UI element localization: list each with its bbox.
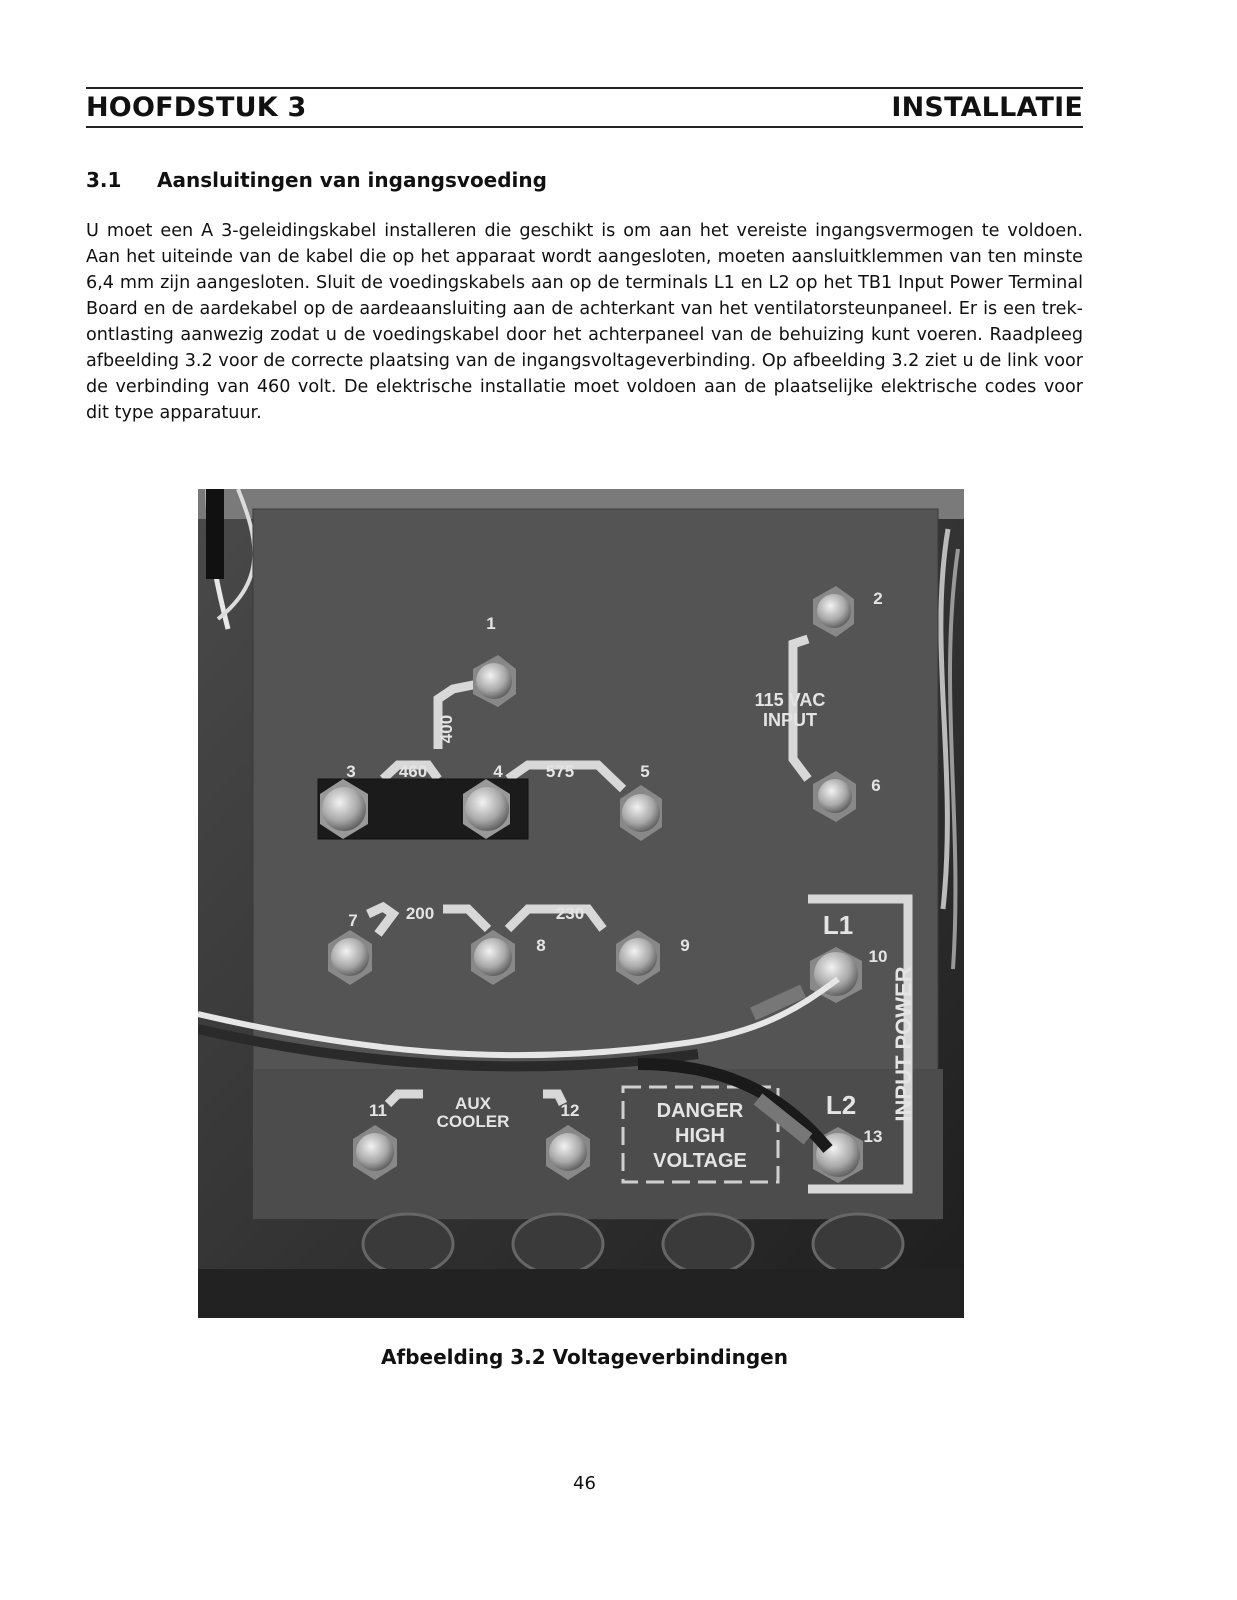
label-t10: 10 xyxy=(868,947,888,966)
label-t4: 4 xyxy=(493,762,503,781)
label-t13: 13 xyxy=(863,1127,883,1146)
label-t2: 2 xyxy=(873,589,883,608)
label-cooler: COOLER xyxy=(436,1112,510,1131)
label-t7: 7 xyxy=(348,911,358,930)
page-number: 46 xyxy=(573,1473,596,1494)
label-l1: L1 xyxy=(822,910,854,940)
label-v460: 460 xyxy=(398,762,428,781)
label-t9: 9 xyxy=(680,936,690,955)
label-t6: 6 xyxy=(871,776,881,795)
section-title: Aansluitingen van ingangsvoeding xyxy=(157,168,547,192)
label-high: HIGH xyxy=(675,1125,725,1147)
label-t13-12: 12 xyxy=(560,1101,580,1120)
figure-caption: Afbeelding 3.2 Voltageverbindingen xyxy=(381,1345,788,1369)
label-t5: 5 xyxy=(640,762,650,781)
section-number: 3.1 xyxy=(86,168,122,192)
header-rule-top xyxy=(86,87,1083,89)
label-input-power: INPUT POWER xyxy=(891,966,916,1122)
chapter-title: INSTALLATIE xyxy=(891,92,1083,123)
body-paragraph: U moet een A 3-geleidingskabel installeren die geschikt is om aan het vereiste ingangsvermogen te voldoen. Aan het uiteinde van de kabel die op het apparaat wordt aangesloten, moeten aansluitklemmen van ten minste 6,4 mm zijn aangesloten. Sluit de voedingskabels aan op de terminals L1 en L2 op het TB1 Input Power Terminal Board en de aardekabel op de aardeaansluiting aan de achterkant van het ventilatorsteunpaneel. Er is een trek-ontlasting aanwezig zodat u de voedingskabel door het achterpaneel van de behuizing kunt voeren. Raadpleeg afbeelding 3.2 voor de correcte plaatsing van de ingangsvoltageverbinding. Op afbeelding 3.2 ziet u de link voor de verbinding van 460 volt. De elektrische installatie moet voldoen aan de plaatselijke elektrische codes voor dit type apparatuur. xyxy=(86,221,1083,423)
terminal-board-photo xyxy=(198,489,964,1318)
chapter-heading: HOOFDSTUK 3 xyxy=(86,92,307,123)
label-v400: 400 xyxy=(437,714,456,744)
label-aux: AUX xyxy=(455,1094,491,1113)
label-115vac: 115 VAC xyxy=(754,690,826,710)
label-t3: 3 xyxy=(346,762,356,781)
label-t1: 1 xyxy=(486,614,496,633)
label-v200: 200 xyxy=(405,904,435,923)
label-t11: 11 xyxy=(369,1101,387,1120)
label-voltage: VOLTAGE xyxy=(653,1150,747,1172)
label-v230: 230 xyxy=(555,904,585,923)
label-danger: DANGER xyxy=(656,1100,744,1122)
header-rule-bottom xyxy=(86,126,1083,128)
label-t8: 8 xyxy=(536,936,546,955)
label-input: INPUT xyxy=(763,710,817,730)
label-l2: L2 xyxy=(825,1090,857,1120)
label-v575: 575 xyxy=(545,762,575,781)
